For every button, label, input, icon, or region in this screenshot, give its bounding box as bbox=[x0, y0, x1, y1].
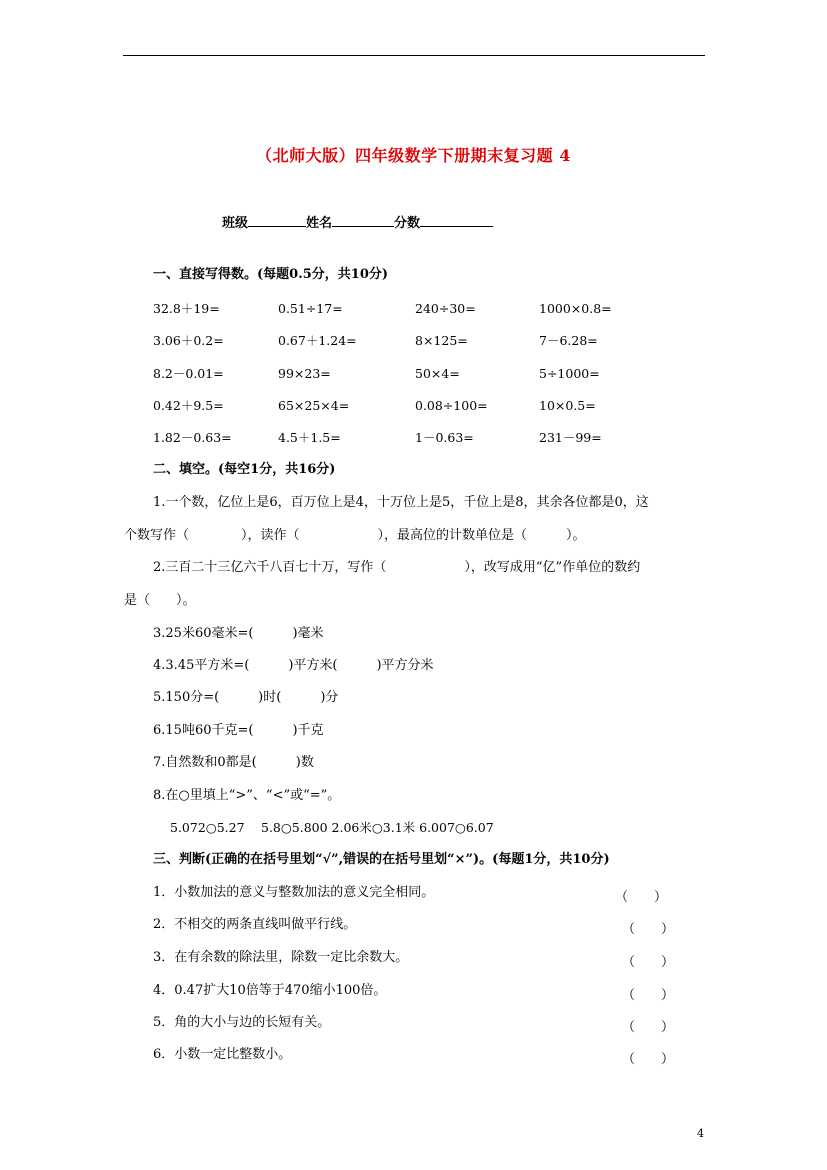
fill-question-1-line1: 1.一个数，亿位上是6，百万位上是4，十万位上是5，千位上是8，其余各位都是0，这 bbox=[153, 495, 649, 510]
header-rule bbox=[123, 55, 705, 56]
name-blank[interactable] bbox=[332, 214, 394, 227]
class-blank[interactable] bbox=[248, 214, 306, 227]
calc-item: 4.5＋1.5= bbox=[278, 430, 341, 445]
calc-item: 8.2－0.01= bbox=[153, 366, 224, 381]
score-label: 分数 bbox=[394, 216, 421, 231]
calc-item: 10×0.5= bbox=[539, 398, 596, 413]
page-title: （北师大版）四年级数学下册期末复习题 4 bbox=[256, 146, 571, 165]
calc-item: 8×125= bbox=[415, 333, 468, 348]
fill-question-5: 5.150分=( )时( )分 bbox=[153, 690, 339, 705]
calc-item: 32.8＋19= bbox=[153, 301, 220, 316]
answer-paren[interactable]: （ ） bbox=[622, 988, 675, 1003]
calc-item: 5÷1000= bbox=[539, 366, 600, 381]
calc-item: 231－99= bbox=[539, 430, 602, 445]
compare-items: 5.072○5.27 5.8○5.800 2.06米○3.1米 6.007○6.07 bbox=[170, 820, 494, 835]
calc-item: 0.42＋9.5= bbox=[153, 398, 224, 413]
judge-item: 2．不相交的两条直线叫做平行线。 bbox=[153, 917, 357, 932]
judge-item: 4．0.47扩大10倍等于470缩小100倍。 bbox=[153, 983, 387, 998]
calc-item: 99×23= bbox=[278, 366, 331, 381]
judge-item: 1．小数加法的意义与整数加法的意义完全相同。 bbox=[153, 885, 435, 900]
fill-question-8: 8.在○里填上“>”、“<”或“=”。 bbox=[153, 788, 341, 803]
score-blank[interactable] bbox=[420, 214, 493, 227]
fill-question-4: 4.3.45平方米=( )平方米( )平方分米 bbox=[153, 658, 434, 673]
judge-item: 6．小数一定比整数小。 bbox=[153, 1047, 292, 1062]
fill-question-2-line2: 是（ ）。 bbox=[124, 593, 196, 608]
class-label: 班级 bbox=[222, 216, 249, 231]
fill-question-7: 7.自然数和0都是( )数 bbox=[153, 755, 314, 770]
fill-question-6: 6.15吨60千克=( )千克 bbox=[153, 723, 324, 738]
calc-item: 1.82－0.63= bbox=[153, 430, 232, 445]
student-info-line bbox=[222, 214, 493, 230]
page-number: 4 bbox=[697, 1127, 704, 1140]
answer-paren[interactable]: （ ） bbox=[622, 1020, 675, 1035]
calc-item: 1000×0.8= bbox=[539, 301, 612, 316]
calc-item: 0.51÷17= bbox=[278, 301, 343, 316]
judge-item: 3．在有余数的除法里，除数一定比余数大。 bbox=[153, 950, 409, 965]
calc-item: 7－6.28= bbox=[539, 333, 598, 348]
section3-heading: 三、判断(正确的在括号里划“√”,错误的在括号里划“×”)。(每题1分，共10分) bbox=[153, 852, 610, 867]
section1-heading: 一、直接写得数。(每题0.5分，共10分) bbox=[153, 267, 389, 282]
calc-item: 240÷30= bbox=[415, 301, 476, 316]
calc-item: 0.67＋1.24= bbox=[278, 333, 357, 348]
section2-heading: 二、填空。(每空1分，共16分) bbox=[153, 462, 336, 477]
calc-item: 50×4= bbox=[415, 366, 460, 381]
answer-paren[interactable]: （ ） bbox=[622, 1052, 675, 1067]
answer-paren[interactable]: （ ） bbox=[622, 955, 675, 970]
calc-item: 0.08÷100= bbox=[415, 398, 488, 413]
fill-question-2-line1: 2.三百二十三亿六千八百七十万，写作（ ），改写成用“亿”作单位的数约 bbox=[153, 560, 641, 575]
judge-item: 5．角的大小与边的长短有关。 bbox=[153, 1015, 331, 1030]
answer-paren[interactable]: （ ） bbox=[615, 890, 668, 905]
calc-item: 1－0.63= bbox=[415, 430, 474, 445]
calc-item: 3.06＋0.2= bbox=[153, 333, 224, 348]
answer-paren[interactable]: （ ） bbox=[622, 922, 675, 937]
name-label: 姓名 bbox=[306, 216, 333, 231]
fill-question-1-line2: 个数写作（ ），读作（ ），最高位的计数单位是（ ）。 bbox=[124, 528, 586, 543]
fill-question-3: 3.25米60毫米=( )毫米 bbox=[153, 626, 324, 641]
calc-item: 65×25×4= bbox=[278, 398, 350, 413]
